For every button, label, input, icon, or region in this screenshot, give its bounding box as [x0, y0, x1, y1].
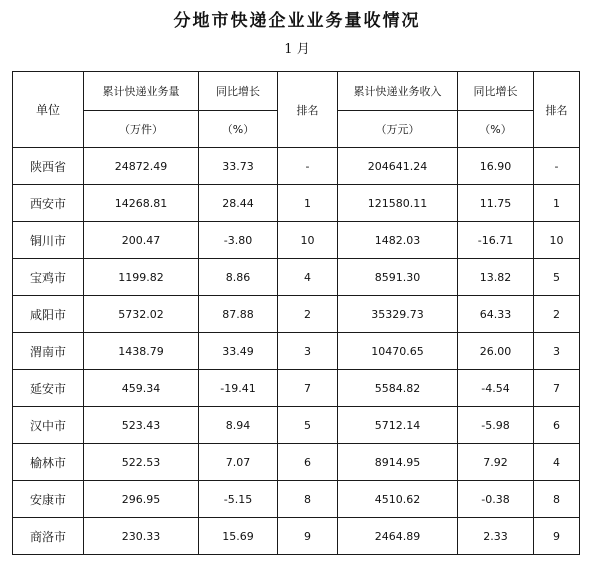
cell-volume-rank: 3: [278, 333, 338, 370]
cell-revenue: 121580.11: [338, 185, 458, 222]
cell-volume: 200.47: [84, 222, 199, 259]
cell-revenue-growth: 11.75: [458, 185, 534, 222]
table-row: [13, 222, 580, 259]
table-row: [13, 148, 580, 185]
cell-unit: 铜川市: [13, 222, 84, 259]
header-revenue-growth-unit: （%）: [458, 111, 534, 148]
cell-volume-rank: 1: [278, 185, 338, 222]
cell-volume-rank: 8: [278, 481, 338, 518]
cell-volume: 296.95: [84, 481, 199, 518]
header-revenue-rank: 排名: [534, 72, 580, 148]
cell-volume: 1438.79: [84, 333, 199, 370]
cell-revenue-growth: -4.54: [458, 370, 534, 407]
cell-revenue-rank: 2: [534, 296, 580, 333]
header-volume-rank: 排名: [278, 72, 338, 148]
cell-volume-growth: -19.41: [199, 370, 278, 407]
cell-revenue: 35329.73: [338, 296, 458, 333]
cell-volume-growth: 87.88: [199, 296, 278, 333]
cell-volume-growth: 28.44: [199, 185, 278, 222]
header-volume-growth-unit: （%）: [199, 111, 278, 148]
cell-unit: 陕西省: [13, 148, 84, 185]
cell-volume-growth: 7.07: [199, 444, 278, 481]
table-row: [13, 518, 580, 555]
cell-volume: 14268.81: [84, 185, 199, 222]
cell-volume: 523.43: [84, 407, 199, 444]
header-revenue-unit: （万元）: [338, 111, 458, 148]
page-subtitle: 1 月: [284, 42, 310, 57]
header-unit: 单位: [13, 72, 84, 148]
cell-volume-growth: 33.49: [199, 333, 278, 370]
cell-revenue-growth: 2.33: [458, 518, 534, 555]
cell-volume-rank: -: [278, 148, 338, 185]
table-row: [13, 444, 580, 481]
header-revenue-growth: 同比增长: [458, 72, 534, 111]
cell-revenue: 2464.89: [338, 518, 458, 555]
cell-unit: 咸阳市: [13, 296, 84, 333]
cell-revenue: 5584.82: [338, 370, 458, 407]
cell-revenue-rank: 10: [534, 222, 580, 259]
cell-revenue: 8914.95: [338, 444, 458, 481]
table-row: [13, 333, 580, 370]
cell-volume-growth: 15.69: [199, 518, 278, 555]
table-row: [13, 259, 580, 296]
cell-unit: 榆林市: [13, 444, 84, 481]
cell-unit: 延安市: [13, 370, 84, 407]
cell-revenue-growth: -5.98: [458, 407, 534, 444]
cell-volume-rank: 7: [278, 370, 338, 407]
cell-revenue-growth: 16.90: [458, 148, 534, 185]
cell-revenue: 1482.03: [338, 222, 458, 259]
cell-revenue: 10470.65: [338, 333, 458, 370]
cell-revenue-rank: 8: [534, 481, 580, 518]
cell-unit: 渭南市: [13, 333, 84, 370]
cell-revenue-growth: 26.00: [458, 333, 534, 370]
cell-volume-rank: 6: [278, 444, 338, 481]
table-row: [13, 370, 580, 407]
cell-revenue: 204641.24: [338, 148, 458, 185]
table-row: [13, 481, 580, 518]
cell-volume: 522.53: [84, 444, 199, 481]
cell-revenue-rank: 7: [534, 370, 580, 407]
cell-volume: 1199.82: [84, 259, 199, 296]
cell-unit: 汉中市: [13, 407, 84, 444]
cell-volume: 230.33: [84, 518, 199, 555]
cell-revenue-rank: 3: [534, 333, 580, 370]
cell-volume-rank: 2: [278, 296, 338, 333]
cell-revenue-rank: 5: [534, 259, 580, 296]
cell-volume-rank: 9: [278, 518, 338, 555]
cell-revenue-rank: 6: [534, 407, 580, 444]
cell-volume-rank: 4: [278, 259, 338, 296]
cell-revenue-growth: 13.82: [458, 259, 534, 296]
header-revenue: 累计快递业务收入: [338, 72, 458, 111]
table-row: [13, 296, 580, 333]
cell-revenue-growth: 64.33: [458, 296, 534, 333]
cell-revenue: 4510.62: [338, 481, 458, 518]
table-row: [13, 407, 580, 444]
cell-volume-growth: -3.80: [199, 222, 278, 259]
cell-volume: 5732.02: [84, 296, 199, 333]
header-volume-unit: （万件）: [84, 111, 199, 148]
cell-volume: 24872.49: [84, 148, 199, 185]
cell-revenue-rank: -: [534, 148, 580, 185]
cell-revenue-growth: -0.38: [458, 481, 534, 518]
cell-revenue: 5712.14: [338, 407, 458, 444]
express-business-table: [12, 71, 580, 555]
cell-revenue-growth: -16.71: [458, 222, 534, 259]
cell-volume-growth: 8.94: [199, 407, 278, 444]
page-title: 分地市快递企业业务量收情况: [173, 11, 421, 31]
cell-unit: 安康市: [13, 481, 84, 518]
cell-revenue-rank: 1: [534, 185, 580, 222]
cell-volume-growth: 33.73: [199, 148, 278, 185]
cell-revenue-growth: 7.92: [458, 444, 534, 481]
cell-unit: 西安市: [13, 185, 84, 222]
cell-revenue-rank: 4: [534, 444, 580, 481]
cell-volume-rank: 5: [278, 407, 338, 444]
table-row: [13, 185, 580, 222]
cell-volume: 459.34: [84, 370, 199, 407]
cell-unit: 商洛市: [13, 518, 84, 555]
cell-volume-growth: 8.86: [199, 259, 278, 296]
header-volume-growth: 同比增长: [199, 72, 278, 111]
header-volume: 累计快递业务量: [84, 72, 199, 111]
cell-revenue-rank: 9: [534, 518, 580, 555]
cell-volume-growth: -5.15: [199, 481, 278, 518]
cell-unit: 宝鸡市: [13, 259, 84, 296]
cell-revenue: 8591.30: [338, 259, 458, 296]
cell-volume-rank: 10: [278, 222, 338, 259]
